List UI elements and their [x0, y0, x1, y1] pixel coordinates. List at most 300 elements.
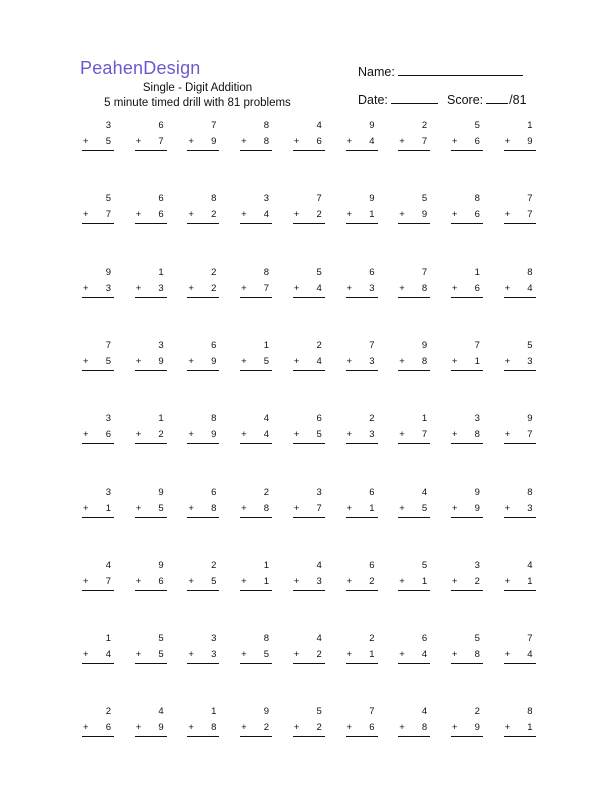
addition-problem [452, 487, 480, 519]
addend-top: 1 [527, 120, 533, 131]
score-label: Score: [447, 93, 484, 107]
plus-sign: + [346, 136, 353, 147]
addend-bottom: 2 [211, 209, 217, 221]
plus-sign: + [188, 136, 194, 147]
plus-sign: + [451, 502, 458, 514]
addition-problem [136, 560, 164, 592]
answer-line[interactable] [293, 223, 325, 224]
addend-top: 6 [369, 559, 375, 571]
answer-line[interactable] [451, 150, 483, 151]
answer-line[interactable] [135, 590, 167, 591]
addend-top: 7 [369, 339, 375, 351]
answer-line[interactable] [504, 736, 536, 737]
addition-problem [136, 267, 164, 299]
answer-line[interactable] [293, 663, 325, 664]
answer-line[interactable] [187, 663, 219, 664]
answer-line[interactable] [504, 663, 536, 664]
date-label: Date: [358, 93, 388, 107]
answer-line[interactable] [346, 297, 378, 298]
plus-sign: + [241, 136, 247, 147]
plus-sign: + [293, 209, 300, 221]
addend-bottom: 2 [158, 429, 164, 441]
addend-top: 1 [421, 413, 428, 425]
addition-problem [188, 340, 216, 372]
plus-sign: + [293, 575, 300, 587]
brand-logo-text: PeahenDesign [80, 58, 201, 78]
answer-line[interactable] [82, 663, 114, 664]
answer-line[interactable] [451, 443, 483, 444]
plus-sign: + [83, 429, 89, 441]
addition-problem [399, 193, 427, 225]
answer-line[interactable] [240, 150, 272, 151]
addend-top: 9 [263, 706, 270, 718]
answer-line[interactable] [187, 150, 219, 151]
addend-bottom: 1 [369, 502, 375, 514]
answer-line[interactable] [504, 297, 536, 298]
plus-sign: + [135, 209, 142, 221]
addend-top: 9 [158, 486, 164, 498]
addend-top: 5 [421, 193, 428, 205]
answer-line[interactable] [82, 590, 114, 591]
plus-sign: + [188, 355, 194, 367]
addition-problem [399, 267, 427, 299]
addend-top: 8 [211, 413, 217, 425]
answer-line[interactable] [504, 443, 536, 444]
answer-line[interactable] [398, 443, 430, 444]
addition-problem [294, 340, 322, 372]
addend-bottom: 4 [527, 282, 533, 294]
plus-sign: + [399, 136, 405, 147]
addend-top: 8 [474, 193, 480, 205]
addend-top: 6 [316, 413, 322, 425]
addend-top: 1 [263, 339, 270, 351]
addition-problem [136, 413, 164, 445]
answer-line[interactable] [504, 370, 536, 371]
addend-bottom: 9 [158, 722, 164, 734]
answer-line[interactable] [346, 370, 378, 371]
addend-bottom: 2 [316, 649, 322, 661]
plus-sign: + [188, 282, 194, 294]
addition-problem [347, 560, 375, 592]
addend-top: 2 [211, 559, 217, 571]
addend-bottom: 2 [369, 575, 375, 587]
answer-line[interactable] [187, 297, 219, 298]
addend-bottom: 6 [369, 722, 375, 734]
addition-problem [347, 706, 375, 738]
addend-top: 5 [527, 339, 533, 351]
answer-line[interactable] [187, 370, 219, 371]
addition-problem [347, 120, 375, 152]
answer-line[interactable] [187, 443, 219, 444]
answer-line[interactable] [293, 150, 325, 151]
addend-bottom: 6 [474, 209, 480, 221]
addition-problem [399, 487, 427, 519]
addition-problem [83, 560, 111, 592]
addend-bottom: 5 [316, 429, 322, 441]
addend-top: 2 [316, 339, 322, 351]
addend-bottom: 4 [263, 209, 270, 221]
answer-line[interactable] [135, 297, 167, 298]
plus-sign: + [135, 722, 142, 734]
plus-sign: + [83, 502, 89, 514]
answer-line[interactable] [135, 150, 167, 151]
addend-top: 3 [474, 559, 480, 571]
plus-sign: + [451, 136, 458, 147]
answer-line[interactable] [240, 663, 272, 664]
answer-line[interactable] [82, 736, 114, 737]
answer-line[interactable] [346, 736, 378, 737]
answer-line[interactable] [135, 517, 167, 518]
answer-line[interactable] [240, 443, 272, 444]
addition-problem [83, 120, 111, 152]
addend-top: 6 [421, 633, 428, 645]
answer-line[interactable] [398, 590, 430, 591]
answer-line[interactable] [82, 223, 114, 224]
plus-sign: + [241, 429, 247, 441]
addition-problem [294, 487, 322, 519]
answer-line[interactable] [504, 223, 536, 224]
answer-line[interactable] [398, 663, 430, 664]
addend-bottom: 6 [316, 136, 322, 147]
answer-line[interactable] [451, 370, 483, 371]
plus-sign: + [346, 209, 353, 221]
answer-line[interactable] [187, 736, 219, 737]
answer-line[interactable] [451, 663, 483, 664]
addend-bottom: 1 [369, 209, 375, 221]
addend-top: 8 [263, 266, 270, 278]
plus-sign: + [451, 722, 458, 734]
answer-line[interactable] [504, 150, 536, 151]
answer-line[interactable] [240, 370, 272, 371]
addend-top: 2 [211, 266, 217, 278]
addend-top: 3 [158, 339, 164, 351]
answer-line[interactable] [398, 297, 430, 298]
answer-line[interactable] [451, 223, 483, 224]
answer-line[interactable] [346, 443, 378, 444]
addend-top: 7 [369, 706, 375, 718]
addend-bottom: 1 [105, 502, 111, 514]
plus-sign: + [241, 502, 247, 514]
addend-bottom: 3 [527, 502, 533, 514]
plus-sign: + [346, 575, 353, 587]
addition-problem [83, 413, 111, 445]
addend-bottom: 7 [105, 575, 111, 587]
plus-sign: + [399, 282, 405, 294]
addend-bottom: 5 [421, 502, 428, 514]
answer-line[interactable] [293, 736, 325, 737]
addend-top: 1 [211, 706, 217, 718]
addend-bottom: 5 [263, 355, 270, 367]
addend-top: 3 [316, 486, 322, 498]
answer-line[interactable] [240, 590, 272, 591]
addend-bottom: 3 [369, 429, 375, 441]
plus-sign: + [293, 429, 300, 441]
answer-line[interactable] [240, 297, 272, 298]
addend-top: 9 [474, 486, 480, 498]
addition-problem [505, 706, 533, 738]
answer-line[interactable] [451, 736, 483, 737]
addend-bottom: 8 [263, 136, 270, 147]
answer-line[interactable] [187, 517, 219, 518]
addend-bottom: 4 [527, 649, 533, 661]
addend-top: 4 [105, 559, 111, 571]
answer-line[interactable] [135, 736, 167, 737]
addend-top: 2 [369, 633, 375, 645]
addition-problem [505, 267, 533, 299]
answer-line[interactable] [346, 517, 378, 518]
plus-sign: + [241, 722, 247, 734]
answer-line[interactable] [451, 297, 483, 298]
addend-top: 3 [105, 413, 111, 425]
answer-line[interactable] [293, 370, 325, 371]
plus-sign: + [188, 209, 194, 221]
addition-problem [505, 633, 533, 665]
addition-problem [505, 487, 533, 519]
addend-top: 6 [369, 486, 375, 498]
plus-sign: + [399, 649, 405, 661]
answer-line[interactable] [240, 223, 272, 224]
addend-bottom: 5 [158, 649, 164, 661]
answer-line[interactable] [504, 590, 536, 591]
answer-line[interactable] [293, 297, 325, 298]
worksheet-title: Single - Digit Addition [142, 82, 253, 94]
addend-top: 9 [369, 120, 375, 131]
addition-problem [136, 120, 164, 152]
plus-sign: + [346, 429, 353, 441]
plus-sign: + [135, 649, 142, 661]
addend-bottom: 4 [263, 429, 270, 441]
plus-sign: + [451, 282, 458, 294]
addition-problem [241, 193, 269, 225]
plus-sign: + [83, 722, 89, 734]
answer-line[interactable] [346, 663, 378, 664]
addend-top: 9 [105, 266, 111, 278]
addend-top: 7 [105, 339, 111, 351]
addend-bottom: 3 [369, 282, 375, 294]
addend-top: 1 [158, 413, 164, 425]
plus-sign: + [83, 136, 89, 147]
addend-bottom: 6 [105, 429, 111, 441]
answer-line[interactable] [293, 443, 325, 444]
addition-problem [347, 487, 375, 519]
addend-bottom: 4 [421, 649, 428, 661]
plus-sign: + [346, 355, 353, 367]
answer-line[interactable] [82, 370, 114, 371]
addend-bottom: 7 [527, 429, 533, 441]
addend-bottom: 8 [421, 722, 428, 734]
plus-sign: + [188, 502, 194, 514]
answer-line[interactable] [346, 223, 378, 224]
addend-bottom: 2 [263, 722, 270, 734]
addition-problem [294, 267, 322, 299]
plus-sign: + [241, 209, 247, 221]
plus-sign: + [83, 282, 89, 294]
addend-top: 8 [263, 633, 270, 645]
addend-top: 5 [158, 633, 164, 645]
answer-line[interactable] [82, 517, 114, 518]
answer-line[interactable] [504, 517, 536, 518]
addition-problem [136, 487, 164, 519]
addition-problem [347, 633, 375, 665]
addend-top: 7 [316, 193, 322, 205]
addend-bottom: 3 [158, 282, 164, 294]
addend-bottom: 7 [158, 136, 164, 147]
addend-bottom: 1 [421, 575, 428, 587]
answer-line[interactable] [187, 590, 219, 591]
addition-problem [399, 413, 427, 445]
plus-sign: + [451, 355, 458, 367]
plus-sign: + [83, 649, 89, 661]
addition-problem [505, 193, 533, 225]
plus-sign: + [293, 282, 300, 294]
addition-problem [505, 413, 533, 445]
addend-top: 6 [158, 120, 164, 131]
addend-top: 9 [158, 559, 164, 571]
addition-problem [188, 560, 216, 592]
addend-top: 3 [105, 486, 111, 498]
answer-line[interactable] [187, 223, 219, 224]
answer-line[interactable] [240, 736, 272, 737]
addend-top: 3 [474, 413, 480, 425]
addend-top: 6 [211, 339, 217, 351]
addend-top: 8 [527, 706, 533, 718]
answer-line[interactable] [451, 590, 483, 591]
addend-bottom: 7 [527, 209, 533, 221]
addend-top: 4 [158, 706, 164, 718]
addend-bottom: 6 [474, 282, 480, 294]
plus-sign: + [346, 722, 353, 734]
addition-problem [294, 706, 322, 738]
addend-bottom: 7 [105, 209, 111, 221]
addend-top: 7 [474, 339, 480, 351]
addend-bottom: 5 [105, 136, 111, 147]
plus-sign: + [188, 429, 194, 441]
plus-sign: + [83, 209, 89, 221]
addend-top: 8 [527, 266, 533, 278]
addition-problem [452, 413, 480, 445]
addition-problem [505, 560, 533, 592]
addend-bottom: 8 [421, 282, 428, 294]
addend-bottom: 4 [316, 282, 322, 294]
answer-line[interactable] [82, 150, 114, 151]
addition-problem [452, 340, 480, 372]
addend-bottom: 6 [105, 722, 111, 734]
addend-bottom: 3 [369, 355, 375, 367]
answer-line[interactable] [293, 517, 325, 518]
plus-sign: + [293, 136, 300, 147]
addition-problem [294, 193, 322, 225]
addend-top: 5 [316, 266, 322, 278]
plus-sign: + [346, 502, 353, 514]
addition-problem [294, 560, 322, 592]
plus-sign: + [504, 355, 511, 367]
addend-bottom: 8 [421, 355, 428, 367]
plus-sign: + [135, 429, 142, 441]
addition-problem [399, 633, 427, 665]
addend-top: 3 [263, 193, 270, 205]
answer-line[interactable] [398, 223, 430, 224]
addition-problem [452, 193, 480, 225]
plus-sign: + [135, 355, 142, 367]
addition-problem [452, 560, 480, 592]
addition-problem [294, 120, 322, 152]
addition-problem [83, 267, 111, 299]
plus-sign: + [504, 502, 511, 514]
addend-bottom: 1 [527, 722, 533, 734]
addend-bottom: 6 [474, 136, 480, 147]
answer-line[interactable] [398, 150, 430, 151]
answer-line[interactable] [293, 590, 325, 591]
addend-bottom: 7 [421, 429, 428, 441]
plus-sign: + [504, 209, 511, 221]
addend-top: 5 [474, 120, 480, 131]
plus-sign: + [188, 722, 194, 734]
addend-bottom: 4 [105, 649, 111, 661]
addend-bottom: 2 [316, 722, 322, 734]
addend-bottom: 3 [316, 575, 322, 587]
answer-line[interactable] [82, 443, 114, 444]
addition-problem [241, 340, 269, 372]
addend-bottom: 9 [211, 355, 217, 367]
addend-bottom: 8 [474, 649, 480, 661]
addend-top: 4 [316, 559, 322, 571]
addend-top: 9 [527, 413, 533, 425]
plus-sign: + [241, 282, 247, 294]
answer-line[interactable] [82, 297, 114, 298]
answer-line[interactable] [135, 443, 167, 444]
addend-top: 2 [105, 706, 111, 718]
addition-problem [294, 633, 322, 665]
plus-sign: + [399, 209, 405, 221]
answer-line[interactable] [240, 517, 272, 518]
plus-sign: + [346, 282, 353, 294]
name-label: Name: [358, 65, 395, 79]
addend-top: 8 [263, 120, 270, 131]
answer-line[interactable] [135, 370, 167, 371]
answer-line[interactable] [346, 150, 378, 151]
plus-sign: + [135, 575, 142, 587]
addition-problem [241, 413, 269, 445]
addition-problem [241, 267, 269, 299]
plus-sign: + [293, 355, 300, 367]
answer-line[interactable] [135, 663, 167, 664]
plus-sign: + [188, 649, 194, 661]
addend-bottom: 7 [421, 136, 428, 147]
addend-bottom: 2 [211, 282, 217, 294]
answer-line[interactable] [451, 517, 483, 518]
addend-top: 1 [263, 559, 270, 571]
addition-problem [136, 193, 164, 225]
plus-sign: + [241, 575, 247, 587]
addition-problem [188, 267, 216, 299]
plus-sign: + [83, 575, 89, 587]
addend-bottom: 9 [158, 355, 164, 367]
addend-top: 1 [474, 266, 480, 278]
addend-top: 1 [158, 266, 164, 278]
answer-line[interactable] [135, 223, 167, 224]
answer-line[interactable] [346, 590, 378, 591]
answer-line[interactable] [398, 517, 430, 518]
addition-problem [294, 413, 322, 445]
answer-line[interactable] [398, 736, 430, 737]
plus-sign: + [504, 722, 511, 734]
plus-sign: + [451, 429, 458, 441]
addition-problem [452, 633, 480, 665]
answer-line[interactable] [398, 370, 430, 371]
plus-sign: + [188, 575, 194, 587]
plus-sign: + [399, 575, 405, 587]
addition-problem [188, 633, 216, 665]
